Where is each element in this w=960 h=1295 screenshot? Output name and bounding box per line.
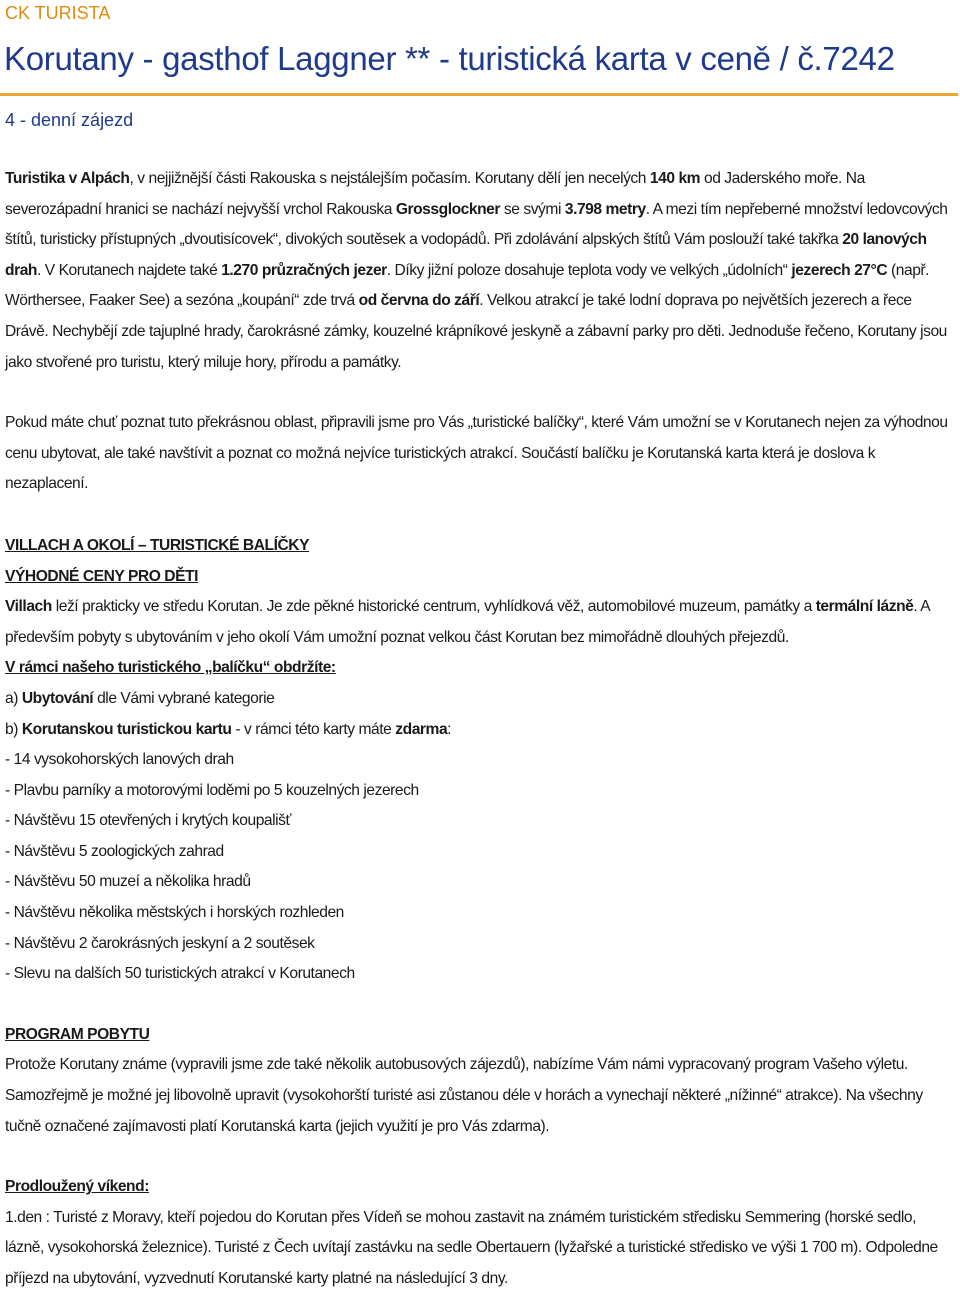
package-receive-heading: V rámci našeho turistického „balíčku“ obdržíte: [5,659,336,677]
program-paragraph: Protože Korutany známe (vypravili jsme zde také několik autobusových zájezdů), nabízíme Vám námi vypracovaný program Vašeho výletu. Samozřejmě je možné jej libovolně upravit (vysokohorští turisté asi zůstanou déle v horách a vynechají některé „nížinné“ atrakce). Na všechny tučně označené zajímavosti platí Korutanská karta (jejich využití je pro Vás zdarma). [5,1056,923,1135]
header-divider [0,93,958,96]
villach-heading: VILLACH A OKOLÍ – TURISTICKÉ BALÍČKY [5,536,310,554]
package-item-b: b) Korutanskou turistickou kartu - v rámci této karty máte zdarma: [5,720,452,738]
card-benefit-item: - Slevu na dalších 50 turistických atrakcí v Korutanech [5,965,355,983]
trip-length: 4 - denní zájezd [5,110,134,130]
package-item-a: a) Ubytování dle Vámi vybrané kategorie [5,689,275,707]
card-benefit-item: - Návštěvu 50 muzeí a několika hradů [5,873,251,891]
card-benefit-item: - Návštěvu 15 otevřených i krytých koupališť [5,812,291,830]
weekend-paragraph: 1.den : Turisté z Moravy, kteří pojedou do Korutan přes Vídeň se mohou zastavit na známém turistickém středisku Semmering (horské sedlo, lázně, vysokohorská železnice). Turisté z Čech uvítají zastávku na sedle Obertauern (lyžařské a turistické středisko ve výši 1 700 m). Odpoledne příjezd na ubytování, vyzvednutí Korutanské karty platné na následující 3 dny. [5,1208,938,1287]
villach-paragraph: Villach leží prakticky ve středu Korutan. Je zde pěkné historické centrum, vyhlídková věž, automobilové muzeum, památky a termální lázně. A především pobyty s ubytováním v jeho okolí Vám umožní poznat velkou část Korutan bez mimořádně dlouhých přejezdů. [5,598,930,646]
offer-paragraph: Pokud máte chuť poznat tuto překrásnou oblast, připravili jsme pro Vás „turistické balíčky“, které Vám umožní se v Korutanech nejen za výhodnou cenu ubytovat, ale také navštívit a poznat co možná nejvíce turistických atrakcí. Součástí balíčku je Korutanská karta která je doslova k nezaplacení. [5,414,948,493]
intro-paragraph: Turistika v Alpách, v nejjižnější části Rakouska s nejstálejším počasím. Korutany dělí jen necelých 140 km od Jaderského moře. Na severozápadní hranici se nachází nejvyšší vrchol Rakouska Grossglockner se svými 3.798 metry. A mezi tím nepřeberné množství ledovcových štítů, turisticky přístupných „dvoutisícovek“, divokých soutěsek a vodopádů. Při zdolávání alpských štítů Vám poslouží také takřka 20 lanových drah. V Korutanech najdete také 1.270 průzračných jezer. Díky jižní poloze dosahuje teplota vody ve velkých „údolních“ jezerech 27°C (např. Wörthersee, Faaker See) a sezóna „koupání“ zde trvá od června do září. Velkou atrakcí je také lodní doprava po největších jezerech a řece Drávě. Nechybějí zde tajuplné hrady, čarokrásné zámky, kouzelné krápníkové jeskyně a zábavní parky pro děti. Jednoduše řečeno, Korutany jsou jako stvořené pro turistu, který miluje hory, přírodu a památky. [5,170,948,371]
card-benefit-item: - Návštěvu 5 zoologických zahrad [5,842,224,860]
page-title: Korutany - gasthof Laggner ** - turistická karta v ceně / č.7242 [4,40,895,77]
brand-name: CK TURISTA [5,3,111,23]
card-benefit-item: - Návštěvu 2 čarokrásných jeskyní a 2 soutěsek [5,934,315,952]
kids-prices-heading: VÝHODNÉ CENY PRO DĚTI [5,567,199,585]
weekend-heading: Prodloužený víkend: [5,1178,149,1196]
card-benefit-item: - 14 vysokohorských lanových drah [5,751,234,769]
document-body [5,164,953,1295]
card-benefit-item: - Návštěvu několika městských i horských rozhleden [5,904,344,922]
card-benefit-item: - Plavbu parníky a motorovými loděmi po 5 kouzelných jezerech [5,781,419,799]
program-heading: PROGRAM POBYTU [5,1025,150,1043]
